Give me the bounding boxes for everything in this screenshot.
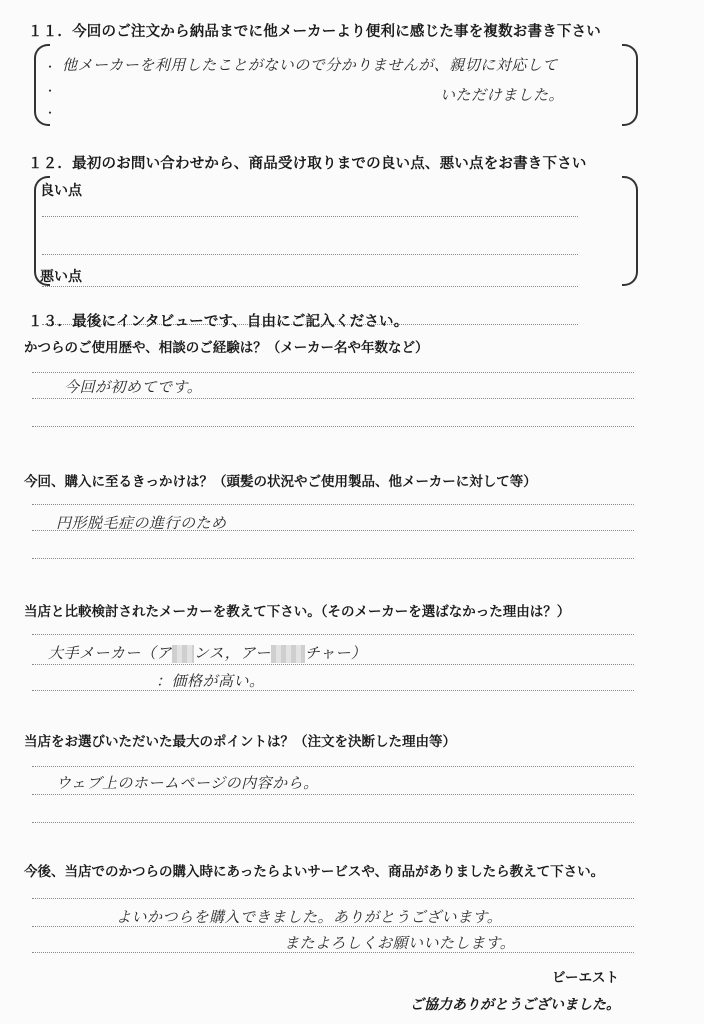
q13-5-line-2 bbox=[32, 926, 634, 927]
q11-answer-line1: 他メーカーを利用したことがないので分かりませんが、親切に対応して bbox=[62, 56, 558, 74]
redacted-maker-name-1 bbox=[172, 645, 194, 663]
q13-4-answer: ウェブ上のホームページの内容から。 bbox=[56, 774, 319, 792]
q13-1-answer: 今回が初めてです。 bbox=[64, 378, 203, 396]
good-points-line-2 bbox=[42, 254, 578, 255]
q13-5-line-1 bbox=[32, 898, 634, 899]
bad-points-line-1 bbox=[42, 286, 578, 287]
q13-4-line-3 bbox=[32, 822, 634, 823]
q13-2-line-1 bbox=[32, 504, 634, 505]
q13-4-line-1 bbox=[32, 766, 634, 767]
company-name: ビーエスト bbox=[552, 970, 619, 986]
q13-3-answer-prefix: 大手メーカー（ア bbox=[48, 644, 172, 662]
q11-bullet-1: ・ bbox=[44, 60, 57, 74]
redacted-maker-name-2 bbox=[271, 645, 305, 663]
q13-5-answer-line1: よいかつらを購入できました。ありがとうございます。 bbox=[116, 908, 503, 926]
q13-1-line-3 bbox=[32, 426, 634, 427]
q13-1-line-1 bbox=[32, 372, 634, 373]
q13-2-question: 今回、購入に至るきっかけは？（頭髪の状況やご使用製品、他メーカーに対して等） bbox=[24, 474, 537, 490]
q13-1-question: かつらのご使用歴や、相談のご経験は？（メーカー名や年数など） bbox=[24, 340, 429, 356]
q11-answer-line2: いただけました。 bbox=[440, 86, 565, 104]
q13-3-answer-suffix: チャー） bbox=[304, 644, 367, 662]
q13-2-line-2 bbox=[32, 530, 634, 531]
q13-4-question: 当店をお選びいただいた最大のポイントは？（注文を決断した理由等） bbox=[24, 734, 456, 750]
good-points-label: 良い点 bbox=[40, 183, 82, 199]
q13-2-line-3 bbox=[32, 558, 634, 559]
q13-3-line-3 bbox=[32, 690, 634, 691]
thanks-message: ご協力ありがとうございました。 bbox=[410, 997, 620, 1013]
good-points-line-1 bbox=[42, 216, 578, 217]
q13-3-answer-mid: ンス，アー bbox=[193, 644, 271, 662]
q13-5-question: 今後、当店でのかつらの購入時にあったらよいサービスや、商品がありましたら教えて下さい。 bbox=[24, 864, 605, 880]
q13-5-line-3 bbox=[32, 952, 634, 953]
q11-title: １１．今回のご注文から納品までに他メーカーより便利に感じた事を複数お書き下さい bbox=[28, 24, 602, 40]
q13-3-answer-line1 bbox=[48, 642, 366, 663]
q13-4-line-2 bbox=[32, 794, 634, 795]
q13-5-answer-line2: またよろしくお願いいたします。 bbox=[284, 934, 516, 952]
q13-3-question: 当店と比較検討されたメーカーを教えて下さい。（そのメーカーを選ばなかった理由は？） bbox=[24, 604, 571, 620]
q13-3-line-2 bbox=[32, 664, 634, 665]
q13-1-line-2 bbox=[32, 398, 634, 399]
q11-bullet-3: ・ bbox=[44, 106, 57, 120]
q12-title: １２．最初のお問い合わせから、商品受け取りまでの良い点、悪い点をお書き下さい bbox=[28, 156, 587, 172]
bad-points-label: 悪い点 bbox=[40, 269, 82, 285]
q11-bullet-2: ・ bbox=[44, 84, 57, 98]
q12-bracket-right bbox=[622, 176, 638, 286]
q11-bracket-right bbox=[622, 44, 638, 126]
q13-3-line-1 bbox=[32, 634, 634, 635]
q13-3-answer-line2: ：価格が高い。 bbox=[156, 672, 265, 690]
q13-title: １３．最後にインタビューです、自由にご記入ください。 bbox=[28, 314, 409, 330]
q13-2-answer: 円形脱毛症の進行のため bbox=[56, 514, 227, 532]
